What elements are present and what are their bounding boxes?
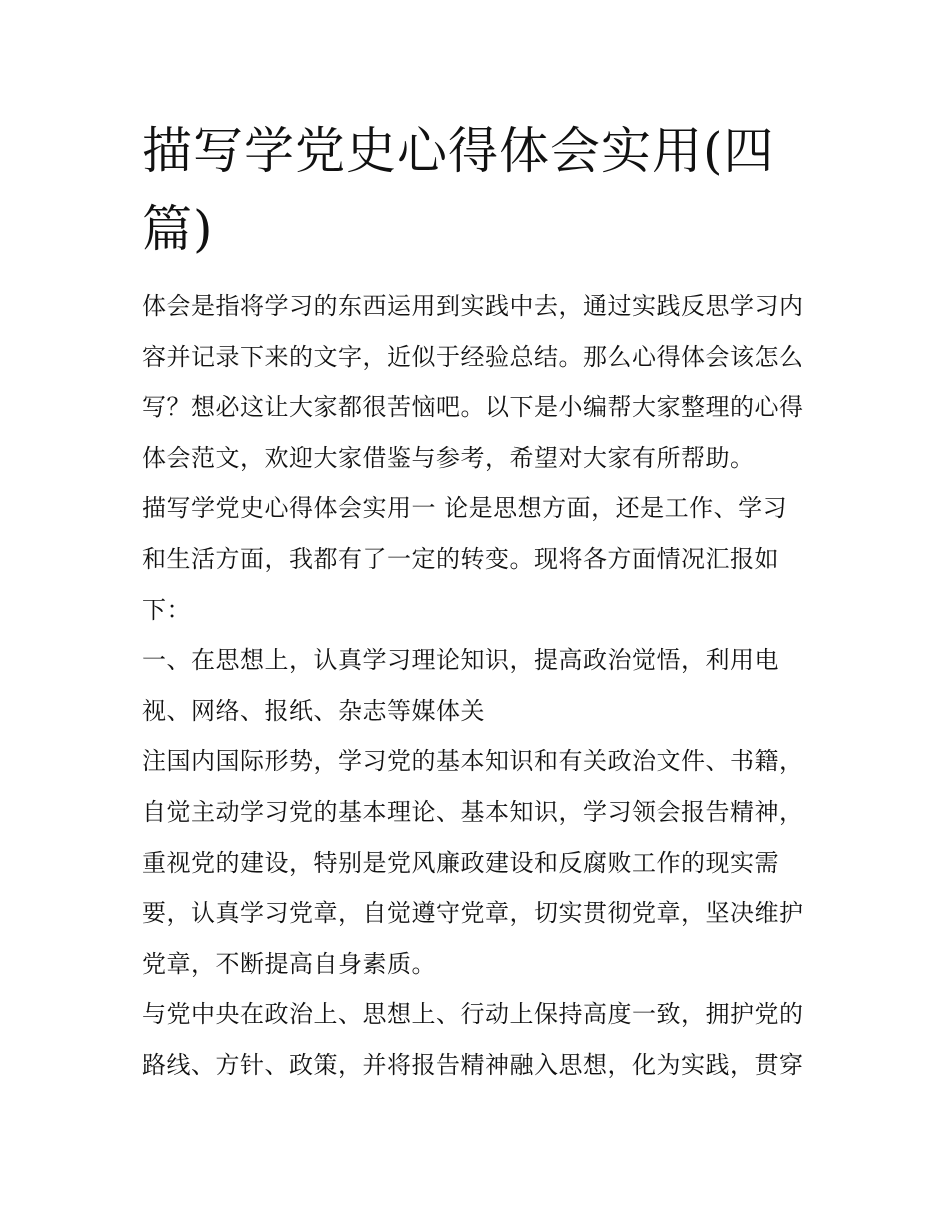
body-line: 描写学党史心得体会实用一 论是思想方面，还是工作、学习 [142, 494, 788, 523]
body-line: 下： [142, 595, 191, 624]
body-line: 体会是指将学习的东西运用到实践中去，通过实践反思学习内 [142, 292, 804, 320]
document-title [142, 112, 822, 268]
body-line: 重视党的建设，特别是党风廉政建设和反腐败工作的现实需 [142, 848, 779, 877]
title-line: 描写学党史心得体会实用(四 [142, 122, 775, 180]
body-line: 注国内国际形势，学习党的基本知识和有关政治文件、书籍， [142, 747, 804, 776]
body-line: 自觉主动学习党的基本理论、基本知识，学习领会报告精神， [142, 797, 804, 826]
body-line: 和生活方面，我都有了一定的转变。现将各方面情况汇报如 [142, 544, 779, 573]
body-line: 党章，不断提高自身素质。 [142, 949, 436, 978]
body-line: 要，认真学习党章，自觉遵守党章，切实贯彻党章，坚决维护 [142, 899, 804, 928]
title-line: 篇) [142, 200, 214, 258]
body-line: 写？想必这让大家都很苦恼吧。以下是小编帮大家整理的心得 [142, 393, 804, 422]
body-line: 一、在思想上，认真学习理论知识，提高政治觉悟，利用电 [142, 646, 779, 675]
body-line: 体会范文，欢迎大家借鉴与参考，希望对大家有所帮助。 [142, 443, 755, 472]
body-line: 容并记录下来的文字，近似于经验总结。那么心得体会该怎么 [142, 342, 804, 371]
body-line: 与党中央在政治上、思想上、行动上保持高度一致，拥护党的 [142, 1000, 804, 1029]
body-line: 视、网络、报纸、杂志等媒体关 [142, 696, 485, 725]
document-body [142, 281, 832, 1091]
body-line: 路线、方针、政策，并将报告精神融入思想，化为实践，贯穿 [142, 1050, 804, 1079]
